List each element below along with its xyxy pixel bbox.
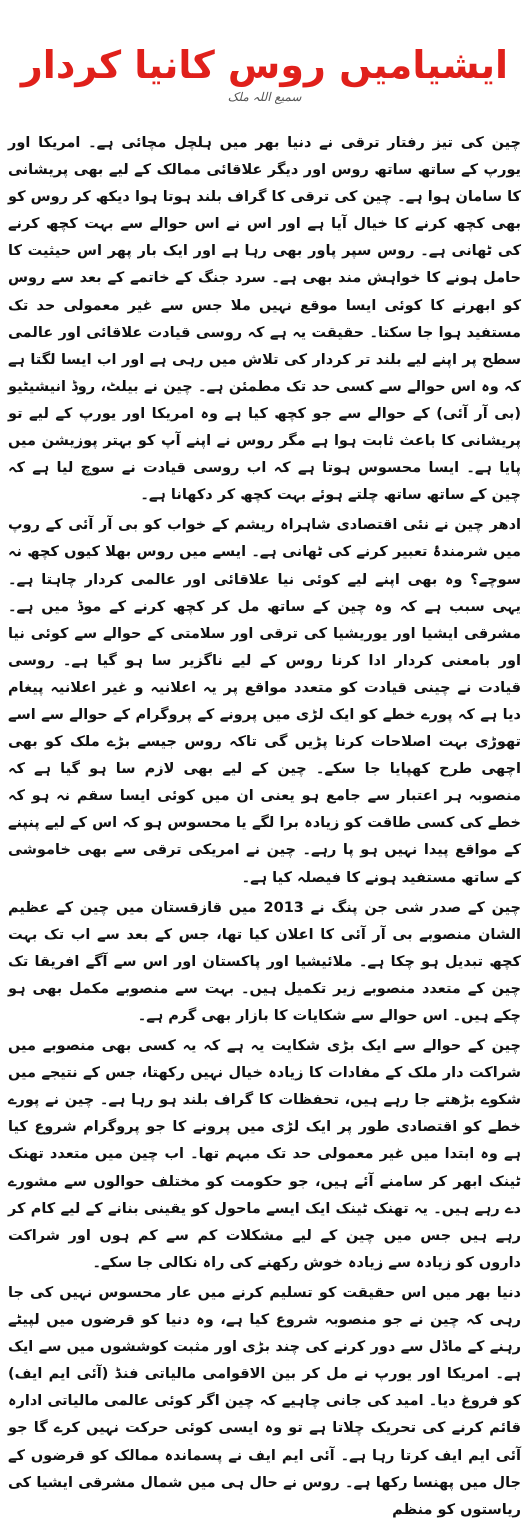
paragraph: چین کے صدر شی جن پنگ نے 2013 میں قازقستان میں چین کے عظیم الشان منصوبے بی آر آئی کا اعلان کیا تھا، جس کے بعد سے اب تک بہت کچھ تبدیل ہو چکا ہے۔ ملائیشیا اور پاکستان اور اس سے آگے افریقا تک چین کے متعدد منصوبے زیر تکمیل ہیں۔ بہت سے منصوبے مکمل بھی ہو چکے ہیں۔ اس حوالے سے شکایات کا بازار بھی گرم ہے۔ bbox=[8, 899, 521, 1024]
author-name: سمیع اللہ ملک bbox=[227, 90, 302, 104]
paragraph: ادھر چین نے نئی اقتصادی شاہراہ ریشم کے خواب کو بی آر آئی کے روپ میں شرمندۂ تعبیر کرنے کی ٹھانی ہے۔ ایسے میں روس بھلا کیوں کچھ نہ سوچے؟ وہ بھی اپنے لیے کوئی نیا علاقائی اور عالمی کردار چاہتا ہے۔ یہی سبب ہے کہ وہ چین کے ساتھ مل کر کچھ کرنے کے موڈ میں ہے۔ مشرقی ایشیا اور یوریشیا کی ترقی اور سلامتی کے حوالے سے کوئی نیا اور بامعنی کردار ادا کرنا روس کے لیے ناگزیر سا ہو گیا ہے۔ روسی قیادت نے چینی قیادت کو متعدد مواقع پر یہ اعلانیہ و غیر اعلانیہ پیغام دیا ہے کہ پورے خطے کو ایک لڑی میں پرونے کے پروگرام کے حوالے سے اسے تھوڑی بہت اصلاحات کرنا پڑیں گی تاکہ روس جیسے بڑے ملک کو بھی اچھی طرح کھپایا جا سکے۔ چین کے لیے بھی لازم سا ہو گیا ہے کہ منصوبہ ہر اعتبار سے جامع ہو یعنی ان میں کوئی ایسا سقم نہ ہو کہ خطے کی کسی طاقت کو زیادہ برا لگے یا محسوس ہو کہ اس کے لیے پنپنے کے مواقع پیدا نہیں ہو پا رہے۔ چین نے امریکی ترقی سے بھی خاموشی کے ساتھ مستفید ہونے کا فیصلہ کیا ہے۔ bbox=[8, 517, 521, 886]
paragraph: چین کے حوالے سے ایک بڑی شکایت یہ ہے کہ یہ کسی بھی منصوبے میں شراکت دار ملک کے مفادات کا زیادہ خیال نہیں رکھتا، جس کے نتیجے میں شکوے بڑھتے جا رہے ہیں، تحفظات کا گراف بلند ہو رہا ہے۔ چین نے پورے خطے کو اقتصادی طور پر ایک لڑی میں پرونے کا جو پروگرام شروع کیا ہے وہ ابتدا میں غیر معمولی حد تک مبہم تھا۔ اب چین میں متعدد تھنک ٹینک ابھر کر سامنے آئے ہیں، جو حکومت کو مختلف حوالوں سے مشورے دے رہے ہیں۔ یہ تھنک ٹینک ایک ایسے ماحول کو یقینی بنانے کے لیے کام کر رہے ہیں جس میں چین کے لیے مشکلات کم سے کم ہوں اور شراکت داروں کو زیادہ سے زیادہ خوش رکھنے کی راہ نکالی جا سکے۔ bbox=[8, 1038, 521, 1271]
paragraph: دنیا بھر میں اس حقیقت کو تسلیم کرنے میں عار محسوس نہیں کی جا رہی کہ چین نے جو منصوبہ شروع کیا ہے، وہ دنیا کو قرضوں میں لپیٹے رہنے کے ماڈل سے دور کرنے کی چند بڑی اور مثبت کوششوں میں سے ایک ہے۔ امریکا اور یورپ نے مل کر بین الاقوامی مالیاتی فنڈ (آئی ایم ایف) کو فروغ دیا۔ امید کی جانی چاہیے کہ چین اگر کوئی عالمی مالیاتی ادارہ قائم کرنے کی تحریک چلاتا ہے تو وہ ایسی کوئی حرکت نہیں کرے گا جو آئی ایم ایف کرتا رہا ہے۔ آئی ایم ایف نے پسماندہ ممالک کو قرضوں کے جال میں پھنسا رکھا ہے۔ روس نے حال ہی میں شمال مشرقی ایشیا کی ریاستوں کو منظم bbox=[8, 1284, 521, 1518]
paragraph: چین کی تیز رفتار ترقی نے دنیا بھر میں ہلچل مچائی ہے۔ امریکا اور یورپ کے ساتھ ساتھ روس اور دیگر علاقائی ممالک کے لیے بھی پریشانی کا سامان ہوا ہے۔ چین کی ترقی کا گراف بلند ہوتا ہوا دیکھ کر روس کو بھی کچھ کرنے کا خیال آیا ہے اور اس نے اس حوالے سے بہت کچھ کرنے کی ٹھانی ہے۔ روس سپر پاور بھی رہا ہے اور ایک بار پھر اس حیثیت کا حامل ہونے کا خواہش مند بھی ہے۔ سرد جنگ کے خاتمے کے بعد سے روس کو ابھرنے کا کوئی ایسا موقع نہیں ملا جس سے غیر معمولی حد تک مستفید ہوا جا سکتا۔ حقیقت یہ ہے کہ روسی قیادت علاقائی اور عالمی سطح پر اپنے لیے بلند تر کردار کی تلاش میں رہی ہے اور اب ایسا لگتا ہے کہ وہ اس حوالے سے کسی حد تک مطمئن ہے۔ چین نے بیلٹ، روڈ انیشیٹیو (بی آر آئی) کے حوالے سے جو کچھ کیا ہے وہ امریکا اور یورپ کے لیے تو پریشانی کا باعث ثابت ہوا ہے مگر روس نے اپنے آپ کو بہتر پوزیشن میں پایا ہے۔ ایسا محسوس ہوتا ہے کہ اب روسی قیادت نے سوچ لیا ہے کہ چین کے ساتھ ساتھ چلتے ہوئے بہت کچھ کر دکھانا ہے۔ bbox=[8, 135, 521, 504]
article-body bbox=[8, 130, 521, 1518]
article-title: ایشیامیں روس کانیا کردار bbox=[20, 43, 509, 88]
